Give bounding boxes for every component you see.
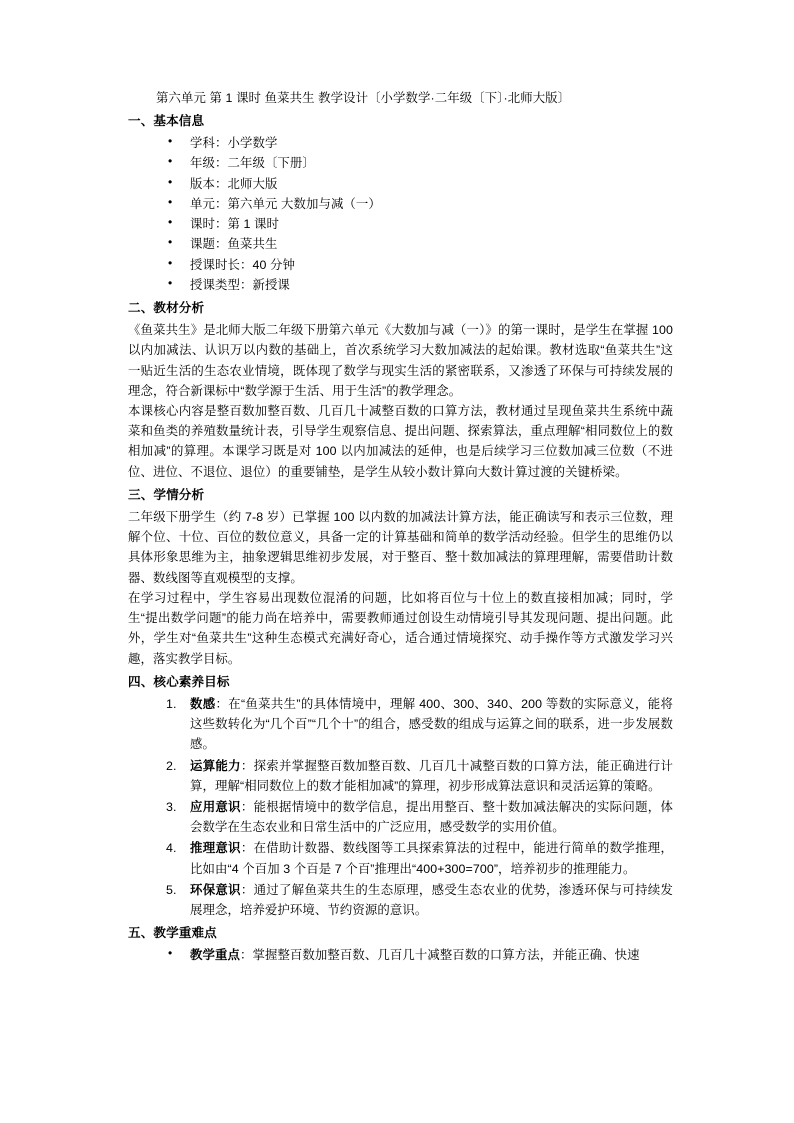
list-item xyxy=(128,756,673,796)
list-item-label: 版本：北师大版 xyxy=(190,176,278,191)
list-item xyxy=(128,945,673,965)
section-heading-core-competency-goals: 四、核心素养目标 xyxy=(128,674,230,689)
list-item xyxy=(128,255,673,275)
list-item-text: ：在“鱼菜共生”的具体情境中，理解 400、300、340、200 等数的实际意义，能将这些数转化为“几个百”“几个十”的组合，感受数的组成与运算之间的联系，进一步发展数感。 xyxy=(190,696,674,752)
paragraph: 二年级下册学生（约 7-8 岁）已掌握 100 以内数的加减法计算方法，能正确读写和表示三位数，理解个位、十位、百位的数位意义，具备一定的计算基础和简单的数学活动经验。但学生的思维仍以具体形象思维为主，抽象逻辑思维初步发展，对于整百、整十数加减法的算理理解，需要借助计数器、数线图等直观模型的支撑。 xyxy=(128,510,673,585)
list-item xyxy=(128,194,673,214)
paragraph: 本课核心内容是整百数加整百数、几百几十减整百数的口算方法，教材通过呈现鱼菜共生系统中蔬菜和鱼类的养殖数量统计表，引导学生观察信息、提出问题、探索算法，重点理解“相同数位上的数相加减”的算理。本课学习既是对 100 以内加减法的延伸，也是后续学习三位数加减三位数（不进位、进位、不退位、退位）的重要铺垫，是学生从较小数计算向大数计算过渡的关键桥梁。 xyxy=(128,404,673,479)
list-item xyxy=(128,797,673,837)
list-item-text: ：探索并掌握整百数加整百数、几百几十减整百数的口算方法，能正确进行计算，理解“相同数位上的数才能相加减”的算理，初步形成算法意识和灵活运算的策略。 xyxy=(190,758,673,793)
list-item-term: 环保意识 xyxy=(190,882,241,897)
list-item-label: 授课时长：40 分钟 xyxy=(190,257,295,272)
basic-info-list xyxy=(128,133,673,295)
list-item xyxy=(128,838,673,878)
page-title: 第六单元 第 1 课时 鱼菜共生 教学设计〔小学数学·二年级〔下〕·北师大版〕 xyxy=(156,91,571,105)
section-heading-key-difficulties: 五、教学重难点 xyxy=(128,926,217,941)
paragraph: 《鱼菜共生》是北师大版二年级下册第六单元《大数加与减（一）》的第一课时，是学生在掌握 100 以内加减法、认识万以内数的基础上，首次系统学习大数加减法的起始课。教材选取“鱼菜共生”这一贴近生活的生态农业情境，既体现了数学与现实生活的紧密联系，又渗透了环保与可持续发展的理念，符合新课标中“数学源于生活、用于生活”的教学理念。 xyxy=(128,323,673,398)
list-item-text: ：通过了解鱼菜共生的生态原理，感受生态农业的优势，渗透环保与可持续发展理念，培养爱护环境、节约资源的意识。 xyxy=(190,882,673,918)
paragraph: 在学习过程中，学生容易出现数位混淆的问题，比如将百位与十位上的数直接相加减；同时，学生“提出数学问题”的能力尚在培养中，需要教师通过创设生动情境引导其发现问题、提出问题。此外，学生对“鱼菜共生”这种生态模式充满好奇心，适合通过情境探究、动手操作等方式激发学习兴趣，落实教学目标。 xyxy=(128,590,673,666)
list-item xyxy=(128,174,673,194)
list-item-term: 应用意识 xyxy=(190,800,241,814)
section-heading-basic-info: 一、基本信息 xyxy=(128,114,205,129)
list-item-term: 教学重点 xyxy=(190,948,240,963)
list-item-label: 课题：鱼菜共生 xyxy=(190,237,278,252)
list-item-label: 单元：第六单元 大数加与减（一） xyxy=(190,196,381,211)
list-item-term: 运算能力 xyxy=(190,758,241,773)
list-item xyxy=(128,234,673,254)
core-competency-list xyxy=(128,694,673,920)
list-item-term: 数感 xyxy=(190,696,216,711)
list-item-text: ：掌握整百数加整百数、几百几十减整百数的口算方法，并能正确、快速 xyxy=(239,948,640,963)
list-item xyxy=(128,153,673,173)
list-item-text: ：在借助计数器、数线图等工具探索算法的过程中，能进行简单的数学推理，比如由“4 个百加 3 个百是 7 个百”推理出“400+300=700”，培养初步的推理能力。 xyxy=(190,841,673,876)
key-difficulties-list xyxy=(128,945,673,965)
list-item xyxy=(128,694,673,755)
list-item xyxy=(128,133,673,153)
list-item xyxy=(128,275,673,295)
list-item xyxy=(128,880,673,920)
list-item-label: 学科：小学数学 xyxy=(190,136,278,151)
section-heading-textbook-analysis: 二、教材分析 xyxy=(128,300,205,315)
document-body xyxy=(128,88,673,966)
list-item-label: 授课类型：新授课 xyxy=(190,277,290,292)
list-item-label: 课时：第 1 课时 xyxy=(190,217,280,232)
list-item xyxy=(128,214,673,234)
section-heading-student-analysis: 三、学情分析 xyxy=(128,487,205,502)
list-item-text: ：能根据情境中的数学信息，提出用整百、整十数加减法解决的实际问题，体会数学在生态农业和日常生活中的广泛应用，感受数学的实用价值。 xyxy=(190,800,673,835)
list-item-label: 年级：二年级〔下册〕 xyxy=(190,156,315,171)
list-item-term: 推理意识 xyxy=(190,841,241,856)
